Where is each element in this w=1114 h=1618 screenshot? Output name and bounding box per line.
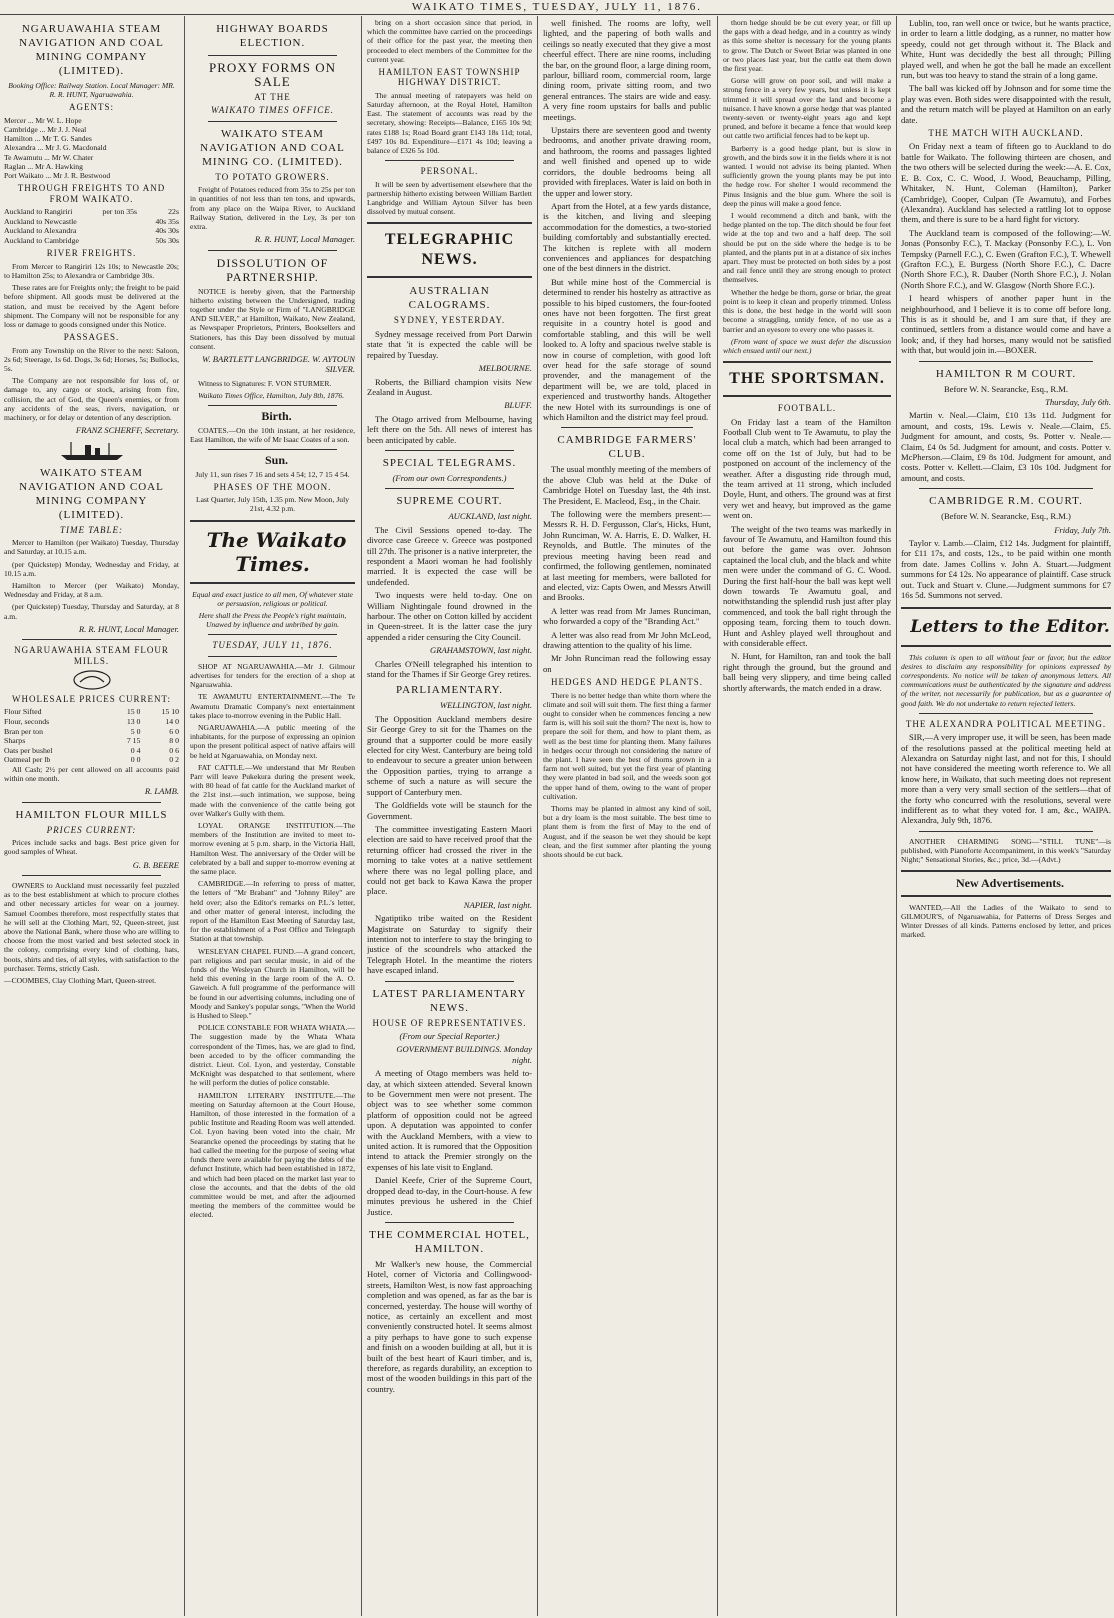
paragraph: Mr John Runciman read the following essay on xyxy=(543,653,711,674)
news-item: LOYAL ORANGE INSTITUTION.—The members of the Institution are invited to meet to-morrow evening at 5 p.m. sharp, in the Victoria Hall, Hamilton West. The anniversary of the Order will be celebrated by a ball and supper to-morrow evening at the same place. xyxy=(190,820,355,876)
list-item: Hamilton ... Mr T. G. Sandes xyxy=(4,134,92,144)
news-item: NGARUAWAHIA.—A public meeting of the inhabitants, for the purpose of expressing an opinion upon the present political aspect of native affairs will be held at Ngaruawahia, on Monday next. xyxy=(190,722,355,760)
signature: FRANZ SCHERFF, Secretary. xyxy=(75,425,179,436)
table-cell: 0 0 xyxy=(130,755,141,765)
column-2 xyxy=(190,18,355,1613)
passages-heading: PASSAGES. xyxy=(63,332,120,343)
paragraph: Charles O'Neill telegraphed his intention to stand for the Thames if Sir George Grey retires. xyxy=(367,658,532,680)
ad-body: Freight of Potatoes reduced from 35s to 25s per ton in quantities of not less than ten tons, and upwards, from any place on the Waipa River, to Auckland Railway Station, delivered in the Ley, 3s per ton extra. xyxy=(190,185,355,232)
paragraph: A meeting of Otago members was held to-day, at which sixteen attended. Several known to be Government men were not present. The object was to see whether some common platform of opposition could not be agreed upon. A deputation was appointed to confer with the Auckland Members, with a view to united action. It is rumored that the Opposition intend to attack the Premier strongly on the expenses of his late visit to England. xyxy=(367,1068,532,1172)
table-cell: 0 6 xyxy=(169,745,179,755)
section-heading: HAMILTON EAST TOWNSHIP HIGHWAY DISTRICT. xyxy=(378,67,521,88)
subheading: Before W. N. Searancke, Esq., R.M. xyxy=(943,383,1069,394)
section-heading: HAMILTON R M COURT. xyxy=(935,367,1077,380)
column-1 xyxy=(4,18,179,1613)
section-heading: HIGHWAY BOARDS ELECTION. xyxy=(216,23,329,49)
ad-subheading: TO POTATO GROWERS. xyxy=(215,171,330,182)
divider xyxy=(385,981,514,982)
mill2-heading: HAMILTON FLOUR MILLS xyxy=(15,808,168,821)
table-cell: Auckland to Alexandra xyxy=(4,226,77,236)
ad-heading: WAIKATO STEAM NAVIGATION AND COAL MINING CO. (LIMITED). xyxy=(200,127,345,168)
paragraph: The Auckland team is composed of the following:—W. Jonas (Ponsonby F.C.), T. Mackay (Ponsonby F.C.), L. Von Tempsky (Parnell F.C.), C. Ewen (Grafton F.C.), T. Whewell (Grafton F.C.), E. Burgess (North Shore F.C.), C. Dacre (North Shore F.C.), R. Dauber (North Shore F.C.), J. Nolan (North Shore F.C.), and W. Glasgow (North Shore F.C.). xyxy=(901,227,1111,290)
dateline: Friday, July 7th. xyxy=(1054,524,1111,535)
table-row xyxy=(4,727,179,737)
divider xyxy=(385,450,514,451)
dateline: Waikato Times Office, Hamilton, July 8th, 1876. xyxy=(198,391,345,401)
agents-heading: AGENTS: xyxy=(69,102,114,113)
tailor-ad: OWNERS to Auckland must necessarily feel puzzled as to the best establishment at which to procure clothes and other necessary articles for wear on a journey. Samuel Coombes therefore, most respectfully states that he will sell at the Clothing Mart, 92, Queen-street, just above the National Bank, where those who are willing to choose from the most varied and best selected stock in the colony, comprising every kind of clothing, hats, boots, shirts and ties, of all styles, with satisfaction to the purchaser. Terms, strictly Cash. xyxy=(4,880,179,973)
paragraph: The Goldfields vote will be staunch for the Government. xyxy=(367,800,532,821)
subheading: (Before W. N. Searancke, Esq., R.M.) xyxy=(941,511,1071,522)
section-heading: SPECIAL TELEGRAMS. xyxy=(382,456,517,469)
section-heading: CAMBRIDGE R.M. COURT. xyxy=(929,495,1083,508)
table-row xyxy=(4,207,179,217)
dateline: BLUFF. xyxy=(504,400,532,411)
agents-list xyxy=(4,116,179,180)
divider xyxy=(22,639,161,640)
divider xyxy=(367,276,532,278)
tailor-sign: —COOMBES, Clay Clothing Mart, Queen-street. xyxy=(4,975,157,985)
divider xyxy=(723,361,891,363)
divider xyxy=(208,656,337,657)
birth-body: COATES.—On the 10th instant, at her residence, East Hamilton, the wife of Mr Isaac Coates of a son. xyxy=(190,425,355,444)
newspaper-title: The Waikato Times. xyxy=(206,527,347,576)
table-cell: 22s xyxy=(168,207,179,217)
paragraph: The weight of the two teams was markedly in favour of Te Awamutu, and Hamilton found this out before the game was over. Johnson captained the local club, and the black and white men were under the command of G. C. Wood. During the first half-hour the ball was kept well down towards Te Awamutu goal, and notwithstanding the splendid rush just after play commenced, and took the ball right through the opposing team, forcing them to touch down. Hunt and Ashley played well throughout and with considerable effect. xyxy=(723,523,891,649)
dateline: Thursday, July 6th. xyxy=(1045,397,1111,407)
paragraph: Roberts, the Billiard champion visits New Zealand in August. xyxy=(367,376,532,397)
paragraph: I heard whispers of another paper hunt in the neighbourhood, and I believe it is to come off before long. This is as it should be, and I am sure that, if they are continued, settlers from a distance would come and have a look; and, if they had horses, many would not be satisfied with that, but would join in.—BOXER. xyxy=(901,293,1111,356)
passages: From any Township on the River to the next: Saloon, 2s 6d; Steerage, 1s 6d. Dogs, 3s 6d; Horses, 5s; Bullocks, 5s. xyxy=(4,345,179,374)
river-note: From Mercer to Rangiriri 12s 10s; to Newcastle 20s; to Hamilton 25s; to Alexandra or Cambridge 30s. xyxy=(4,261,179,281)
divider xyxy=(208,55,337,56)
column-5 xyxy=(723,18,891,1613)
news-item: HAMILTON LITERARY INSTITUTE.—The meeting on Saturday afternoon at the Court House, Hamilton, of those interested in the formation of a public Institute and Reading Room was well attended. Col. Lyon having been voted into the chair, Mr Searancke opened the proceedings by stating that he had called the meeting for the purpose of seeing what funds there were available for paying the debts of the defunct Institute, which had been established in 1872, and which had been placed on the market last year to close the accounts, and that the debts of the old committee would be met, and after the adjourned meeting the members of the committee would be elected. xyxy=(190,1090,355,1220)
paragraph: WANTED,—All the Ladies of the Waikato to send to GILMOUR'S, of Ngaruawahia, for Patterns of Dress Serges and Winter Dresses of all kinds. Patterns enclosed by letter, and prices marked. xyxy=(901,902,1111,940)
issue-date: TUESDAY, JULY 11, 1876. xyxy=(212,640,333,651)
paragraph: Whether the hedge be thorn, gorse or briar, the great point is to keep it clean and properly trimmed. Unless this is done, the best hedge in the world will soon become a straggling, untidy fence, of no use as a barrier and an eyesore to every one who passes it. xyxy=(723,287,891,334)
divider xyxy=(919,488,1093,489)
paragraph: A letter was also read from Mr John McLeod, drawing attention to the quality of his lime. xyxy=(543,629,711,650)
dateline: WELLINGTON, last night. xyxy=(439,700,532,711)
paragraph: Thorns may be planted in almost any kind of soil, but a dry loam is the most suitable. The best time to plant them is from the first of May to the end of August, and if the season be wet they should be kept clean, and the first summer after planting the young shoots should be cut back. xyxy=(543,804,711,860)
motto: Equal and exact justice to all men, Of whatever state or persuasion, religious or political. xyxy=(192,589,353,608)
table-row xyxy=(4,707,179,717)
sun-heading: Sun. xyxy=(264,453,289,468)
section-heading: THE COMMERCIAL HOTEL, HAMILTON. xyxy=(369,1228,530,1255)
paragraph: Lublin, too, ran well once or twice, but he wants practice, in order to learn a little dodging, as a runner, no matter how speedy, could not get through without it. The Black and White, Hunt was decidedly the best all through; Pilling played well, and when he got the ball he made an excellent run, but was too heavy to stand the strain of a long game. xyxy=(901,18,1111,81)
paragraph: Gorse will grow on poor soil, and will make a strong fence in a very few years, but unless it is kept trimmed it will spread over the land and become a nuisance. I have known a gorse hedge that was planted twenty-seven or twenty-eight years ago and kept pruned, and before it became a fence that would keep out cattle two artificial fences had to be kept up. xyxy=(723,76,891,141)
paragraph: The Civil Sessions opened to-day. The divorce case Greece v. Greece was postponed till 27th. The prisoner is a native interpreter, the respondent a Maori woman he had foolishly married. It is expected the case will be undefended. xyxy=(367,524,532,587)
table-cell: Auckland to Rangiriri xyxy=(4,207,73,217)
section-heading: HEDGES AND HEDGE PLANTS. xyxy=(551,677,703,688)
paragraph: Sydney message received from Port Darwin state that 'it is expected the cable will be repaired by Tuesday. xyxy=(367,328,532,360)
motto: Here shall the Press the People's right maintain, Unawed by influence and unbribed by gain. xyxy=(198,610,347,630)
table-cell: Bran per ton xyxy=(4,726,43,736)
terms: These rates are for Freights only; the freight to be paid before shipment. All goods must be delivered at the station, and must be received by the Agent before shipment. The Company will not be responsible for any loss or damage to goods consigned under this Notice. xyxy=(4,283,179,330)
table-cell: 13 0 xyxy=(126,716,141,726)
mill-heading: NGARUAWAHIA STEAM FLOUR MILLS. xyxy=(14,645,169,666)
column-rule xyxy=(717,16,718,1616)
divider xyxy=(919,361,1093,362)
paragraph: There is no better hedge than white thorn where the climate and soil will suit them. The first thing a farmer ought to consider when he commences fencing a new farm is, will his soil suit the thorn? The next is, how to prepare the soil for them, and how to plant them, as well as the best time for planting them. Many failures in hedges occur through not considering the nature of the plant. I have seen the best of thorns grown in a farm not well suited, but yet the first year of planting they were planted in bad soil, and the weeds soon got the upper hand of them, owing to the want of proper cultivation. xyxy=(543,690,711,801)
section-heading: LATEST PARLIAMENTARY NEWS. xyxy=(372,987,527,1014)
table-cell: 8 0 xyxy=(169,736,179,746)
proxy-heading: PROXY FORMS ON SALE xyxy=(209,60,336,89)
table-cell: Sharps xyxy=(4,736,26,746)
paragraph: On Friday last a team of the Hamilton Football Club went to Te Awamutu, to play the local club a match, which had been arranged to come off on the 1st of July, but had to be postponed on account of the inclemency of the weather. After a disgusting ride through mud, the team arrived at 11 strong, which included Doyle, Hunt, and others. The ground was at first very wet and heavy, but improved as the game went on. xyxy=(723,416,891,521)
timetable-line: Mercer to Hamilton (per Waikato) Tuesday, Thursday and Saturday, at 10.15 a.m. xyxy=(4,538,179,557)
paragraph: Barberry is a good hedge plant, but is slow in growth, and the birds sow it in the fields where it is not wanted. I would not advise its being planted. When sufficiently grown the young plants may be put into the hedge row. For shelter I would recommend the Pinus Insignis and the blue gum. Where the soil is deep the pinus will make a good fence. xyxy=(723,143,891,208)
signature: R. R. HUNT, Local Manager. xyxy=(254,234,355,245)
ad-heading: WAIKATO STEAM NAVIGATION AND COAL MINING COMPANY (LIMITED). xyxy=(19,466,164,521)
divider xyxy=(208,250,337,251)
mill2-note: Prices include sacks and bags. Best price given for good samples of Wheat. xyxy=(4,838,179,857)
section-heading: CAMBRIDGE FARMERS' CLUB. xyxy=(557,434,697,461)
divider xyxy=(901,607,1111,609)
letters-heading: Letters to the Editor. xyxy=(910,616,1110,637)
dateline: SYDNEY, YESTERDAY. xyxy=(393,315,506,326)
dateline: NAPIER, last night. xyxy=(463,899,532,910)
paragraph: Ngatiptiko tribe waited on the Resident Magistrate on Saturday to signify their intention not to interfere to stay the bringing to justice of the scoundrels who attacked the Telegraph Hotel. In the meantime the rioters have escaped inland. xyxy=(367,913,532,976)
paragraph: Taylor v. Lamb.—Claim, £12 14s. Judgment for plaintiff, for £11 17s, and costs, 12s., to be paid within one month from date. James Collins v. John A. Stuart.—Judgment summons for £4 12s. No appearance of plaintiff. Case struck out. Tuck and Stuart v. Clune.—Judgment summons for £7 16s 5d. Summons not served. xyxy=(901,538,1111,601)
dateline: GOVERNMENT BUILDINGS. Monday night. xyxy=(396,1044,532,1065)
divider xyxy=(385,488,514,489)
masthead: WAIKATO TIMES, TUESDAY, JULY 11, 1876. xyxy=(0,0,1114,15)
divider xyxy=(22,875,161,876)
paragraph: Two inquests were held to-day. One on William Nightingale found drowned in the harbour. The other on Cotton killed by accident in Queen-street. It is the latter case the jury appended a rider censuring the City Council. xyxy=(367,590,532,642)
paragraph: Apart from the Hotel, at a few yards distance, is the kitchen, and living and sleeping accommodation for the domestics, a two-storied building comfortably and substantially erected. The kitchen is replete with all modern conveniences and appliances for despatching one of the best dinners in the district. xyxy=(543,200,711,274)
ad-heading: NGARUAWAHIA STEAM NAVIGATION AND COAL MINING COMPANY (LIMITED). xyxy=(19,23,164,77)
list-item: Te Awamutu ... Mr W. Chater xyxy=(4,152,94,162)
new-ads-heading: New Advertisements. xyxy=(956,876,1064,891)
table-cell: Oatmeal per lb xyxy=(4,755,51,765)
list-item: Alexandra ... Mr J. G. Macdonald xyxy=(4,143,107,153)
divider xyxy=(901,870,1111,872)
birth-heading: Birth. xyxy=(261,409,292,424)
column-rule xyxy=(896,16,897,1616)
divider xyxy=(208,405,337,406)
divider xyxy=(190,582,355,584)
letters-note: This column is open to all without fear or favor, but the editor desires to disclaim any responsibility for opinions expressed by correspondents. No notice will be taken of anonymous letters. All communications must be authenticated by the signature and address of the writer, not necessarily for publication, but as a guarantee of good faith. We do not undertake to return rejected letters. xyxy=(901,652,1111,708)
paragraph: I would recommend a ditch and bank, with the hedge planted on the top. The ditch should be four feet wide at the top and two and a half deep. The soil should be put on the side where the hedge is to be planted, and the plants put in at a distance of six inches apart. They must be protected on both sides by a post and rail fence until they are strong enough to protect themselves. xyxy=(723,211,891,285)
paragraph: SIR,—A very improper use, it will be seen, has been made of the resolutions passed at the political meeting held at Alexandra on Saturday night last, and not for this, I should not have considered the meeting worth reference to. We all know here, in Waikato, that such meeting does not represent more than a very very small section of the settlers—that of the forty who concurred with the resolutions, several were indifferent as to what they voted for. I am, &c., WAIPA. Alexandra, July 9th, 1876. xyxy=(901,732,1111,826)
table-cell: 40s 35s xyxy=(155,216,179,226)
dissolution-heading: DISSOLUTION OF PARTNERSHIP. xyxy=(216,255,329,284)
table-cell: 7 15 xyxy=(126,736,141,746)
table-row xyxy=(4,226,179,236)
subheading: (From our own Correspondents.) xyxy=(392,472,507,483)
paragraph: Mr Walker's new house, the Commercial Hotel, corner of Victoria and Collingwood-streets, Hamilton West, is now fast approaching completion and was opened, as far as the bar is concerned, yesterday. The house will worthy of notice, as certainly an excellent and most conveniently constructed hotel. It seems almost a pity perhaps to have gone to such expense and finish on a wooden building at all, but it is built of the best heart of Kauri timber, and is, therefore, as regards durability, an exception to most of the wooden buildings in this part of the country. xyxy=(367,1258,532,1394)
paragraph: Martin v. Neal.—Claim, £10 13s 11d. Judgment for amount, and costs, 19s. Lewis v. Neale.—Claim, £5. Judgment for amount, and costs, 9s. Potter v. Neale.—Claim, £4 0s 5d. Judgment for amount, and costs. Potter v. McPherson.—Claim, £9 8s 10d. Judgment for amount, and costs. Potter v. Kellett.—Claim, £3 10s 10d. Judgment for amount, and costs. xyxy=(901,410,1111,483)
dateline: MELBOURNE. xyxy=(478,363,532,374)
mill-prices-table xyxy=(4,707,179,765)
proxy-sub: AT THE xyxy=(254,92,291,102)
table-cell: 0 2 xyxy=(169,755,179,765)
paragraph: Daniel Keefe, Crier of the Supreme Court, dropped dead to-day, in the Court-house. A few minutes previous he ushered in the Chief Justice. xyxy=(367,1175,532,1217)
table-cell: 0 4 xyxy=(130,745,141,755)
column-3 xyxy=(367,18,532,1613)
section-heading: FOOTBALL. xyxy=(777,403,837,414)
news-item: SHOP AT NGARUAWAHIA.—Mr J. Gilmour advertises for tenders for the erection of a shop at Ngaruawahia. xyxy=(190,661,355,690)
sportsman-heading: THE SPORTSMAN. xyxy=(729,370,885,388)
section-heading: PARLIAMENTARY. xyxy=(396,684,503,697)
table-cell xyxy=(102,236,148,246)
divider xyxy=(723,395,891,397)
mill-note: All Cash; 2½ per cent allowed on all accounts paid within one month. xyxy=(4,764,179,784)
section-heading: AUSTRALIAN CALOGRAMS. xyxy=(408,285,491,312)
table-cell: Auckland to Cambridge xyxy=(4,235,79,245)
moon-heading: PHASES OF THE MOON. xyxy=(213,481,332,492)
paragraph: The annual meeting of ratepayers was held on Saturday afternoon, at the Royal Hotel, Hamilton East. The statement of accounts was read by the secretary, showing: Receipts—Balance, £165 10s 9d; rates £188 1s; Road Board grant £143 18s 11d; total, £497 10s 8d. Expenditure—£171 4s 10d; leaving a balance of £326 5s 10d. xyxy=(367,90,532,156)
mill-prices-heading: WHOLESALE PRICES CURRENT: xyxy=(11,693,172,704)
telegraphic-heading: TELEGRAPHIC NEWS. xyxy=(384,231,515,269)
table-row xyxy=(4,236,179,246)
freights-heading: THROUGH FREIGHTS TO AND FROM WAIKATO. xyxy=(17,183,166,204)
column-rule xyxy=(361,16,362,1616)
paragraph: On Friday next a team of fifteen go to Auckland to do battle for Waikato. The following thirteen are chosen, and the two others will be selected during the week:—A. E. Cox, E. B. Cox, C. C. Wood, J. Wood, Beauchamp, Pilling, Whitaker, N. Hunt, Coleman (Hamilton), Parker (Cambridge), Cooper, Culpan (Te Awamutu), and Forbes (Alexandra). Auckland has selected a rattling lot to oppose them, and there is sure to be a hard fight for victory. xyxy=(901,141,1111,225)
table-cell: per ton 35s xyxy=(102,207,138,217)
divider xyxy=(385,160,514,161)
signature: R. LAMB. xyxy=(144,786,179,797)
ad-office: Booking Office: Railway Station. Local Manager: MR. R. R. HUNT, Ngaruawahia. xyxy=(8,81,175,100)
section-heading: THE ALEXANDRA POLITICAL MEETING. xyxy=(905,718,1107,729)
dateline: AUCKLAND, last night. xyxy=(448,511,532,522)
signature: G. B. BEERE xyxy=(132,859,179,870)
liability: The Company are not responsible for loss of, or damage to, any cargo or stock, arising from fire, collision, the act of God, the Queen's enemies, or from any accidents of the seas, rivers, navigation, or machinery, or for delay or detention of any description. xyxy=(4,376,179,423)
sun-body: July 11, sun rises 7 16 and sets 4 54; 12, 7 15 4 54. xyxy=(195,469,350,479)
table-cell xyxy=(102,217,148,227)
divider xyxy=(901,895,1111,897)
proxy-sub2: WAIKATO TIMES OFFICE. xyxy=(210,105,335,116)
paragraph: N. Hunt, for Hamilton, ran and took the ball right through the ground, but the ground and ball being very slippery, and time being called shortly afterwards, the match ended in a draw. xyxy=(723,651,891,693)
trade-mark-icon xyxy=(62,669,122,691)
signature: W. BARTLETT LANGBRIDGE. W. AYTOUN SILVER. xyxy=(202,354,355,375)
divider xyxy=(208,449,337,450)
paragraph: A letter was read from Mr James Runciman, who forwarded a copy of the "Branding Act." xyxy=(543,605,711,627)
paragraph: The committee investigating Eastern Maori election are said to have received proof that the returning officer had crossed the river in the morning to take votes at a native settlement where there was no legal polling place, and could not get back to Kawa Kawa the proper place. xyxy=(367,823,532,897)
table-cell: 15 0 xyxy=(126,707,141,717)
news-item: POLICE CONSTABLE FOR WHATA WHATA.—The suggestion made by the Whata Whata correspondent of the Times, has, we are glad to find, been acceded to by the officer commanding the district. Lieut. Col. Lyon, and yesterday, Constable McKnight was despatched to that settlement, where he will perform the duties of police constable. xyxy=(190,1023,355,1088)
news-item: FAT CATTLE.—We understand that Mr Reuben Parr will leave Pukekura during the present week, with 80 head of fat cattle for the Auckland market of the 21st inst.—such intimation, we suppose, being made with the convenience of the cattle being got over Walker's Gully with them. xyxy=(190,762,355,818)
news-item: WESLEYAN CHAPEL FUND.—A grand concert, part religious and part secular music, in aid of the funds of the Wesleyan Church in Hamilton, will be held this evening in the large room of the A. O. Gaweich. A full programme of the performance will be found in our advertising columns, including one of Moody and Sankey's popular songs, "When the World is Hushed to Sleep." xyxy=(190,946,355,1021)
table-cell: Flour, seconds xyxy=(4,716,50,726)
table-cell: Oats per bushel xyxy=(4,745,53,755)
column-6 xyxy=(901,18,1111,1613)
dateline: GRAHAMSTOWN, last night. xyxy=(429,645,532,656)
table-row xyxy=(4,217,179,227)
paragraph: well finished. The rooms are lofty, well lighted, and the papering of both walls and ceilings so neatly executed that they give a most cheerful effect. There are nine rooms, including the bar, on the ground floor, a large dining room, parlour, billiard room, commercial room, large dining room, private sitting room, and two general entrances. The stairs are wide and easy. A very fine room upstairs for balls and public meetings. xyxy=(543,18,711,122)
timetable-line: (per Quickstep) Tuesday, Thursday and Saturday, at 8 a.m. xyxy=(4,602,179,621)
paragraph: It will be seen by advertisement elsewhere that the partnership hitherto existing between William Bartlett Langbridge and William Aytoun Silver has been dissolved by mutual consent. xyxy=(367,179,532,217)
table-cell: 50s 30s xyxy=(155,235,179,245)
table-row xyxy=(4,755,179,765)
divider xyxy=(901,645,1111,647)
timetable-line: (per Quickstep) Monday, Wednesday and Friday, at 10.15 a.m. xyxy=(4,559,179,578)
paragraph: The Otago arrived from Melbourne, having left there on the 5th. All news of interest has been anticipated by cable. xyxy=(367,413,532,445)
column-4 xyxy=(543,18,711,1613)
divider xyxy=(208,121,337,122)
divider xyxy=(919,713,1093,714)
paragraph: Upstairs there are seventeen good and twenty bedrooms, and another private drawing room, and bathroom, the rooms and passages lighted and well finished and opened up to wide corridors, the double bedrooms being all provided with fireplaces. Water is laid on both in the upper and lower story. xyxy=(543,125,711,198)
signature: R. R. HUNT, Local Manager. xyxy=(78,623,179,634)
table-cell: 15 10 xyxy=(161,707,179,717)
moon-body: Last Quarter, July 15th, 1.35 pm. New Moon, July 21st, 4.32 p.m. xyxy=(195,495,350,514)
table-cell: Flour Sifted xyxy=(4,707,42,717)
section-heading: PERSONAL. xyxy=(420,166,479,177)
steamship-icon xyxy=(57,440,127,462)
paragraph: The usual monthly meeting of the members of the above Club was held at the Duke of Cambridge Hotel on Tuesday last, the 4th inst. The President, E. Macleod, Esq., in the Chair. xyxy=(543,464,711,506)
paragraph: But while mine host of the Commercial is determined to render his hostelry as attractive as possible to his biped customers, the four-footed ones have not been forgotten. The first great requisite in a country hotel is good and comfortable stabling, and this will be well looked to. A lofty and spacious twelve stable is now in course of completion, with good loft over head for the safe storage of sound provender, and the management of the department will be, we are told, placed in experienced and trustworthy hands. Altogether the new Hotel with its surroundings is one of which Hamilton and the district may feel proud. xyxy=(543,276,711,423)
paragraph: bring on a short occasion since that period, in which the committee have carried on the proceedings of their office for the past year, the meeting then proceeded to elect members of the Committee for the current year. xyxy=(367,18,532,64)
timetable-line: Hamilton to Mercer (per Waikato) Monday, Wednesday and Friday, at 8 a.m. xyxy=(4,580,179,600)
paragraph: (From want of space we must defer the discussion which ensued until our next.) xyxy=(723,336,891,355)
freights-table xyxy=(4,207,179,245)
dissolution-body: NOTICE is hereby given, that the Partnership hitherto existing between the Undersigned, trading together under the Style or Firm of "LANGBRIDGE AND SILVER," at Hamilton, Waikato, New Zealand, as Newspaper Proprietors, Printers, Booksellers and Stationers, has this Day been dissolved by mutual consent. xyxy=(190,286,355,351)
list-item: Mercer ... Mr W. L. Hope xyxy=(4,115,82,125)
table-row xyxy=(4,717,179,727)
table-cell: 14 0 xyxy=(165,716,179,726)
paragraph: The ball was kicked off by Johnson and for some time the play was even. Both sides were disappointed with the result, and the return match will be played at Hamilton on an early date. xyxy=(901,83,1111,125)
column-rule xyxy=(184,16,185,1616)
divider xyxy=(208,634,337,635)
table-cell: 5 0 xyxy=(130,726,141,736)
table-row xyxy=(4,736,179,746)
section-heading: SUPREME COURT. xyxy=(396,495,503,508)
paragraph: ANOTHER CHARMING SONG—"STILL TUNE"—is published, with Pianoforte Accompaniment, in this week's "Saturday Night;" Sensational Stories, &c.; price, 3d.—(Advt.) xyxy=(901,836,1111,865)
table-cell xyxy=(102,226,148,236)
table-cell: 40s 30s xyxy=(155,226,179,236)
divider xyxy=(919,831,1093,832)
subheading: HOUSE OF REPRESENTATIVES. xyxy=(372,1017,527,1028)
witness: Witness to Signatures: F. VON STURMER. xyxy=(198,378,332,388)
list-item: Cambridge ... Mr J. J. Neal xyxy=(4,125,87,135)
news-item: CAMBRIDGE.—In referring to press of matter, the letters of "Mr Brabant" and "Johnny Riley" are held over; also the Editor's remarks on P.L.'s letter, and other matter of general interest, including the report of the Hamilton East Meeting of Saturday last, for the establishment of a Post Office and Telegraph Station at that township. xyxy=(190,879,355,944)
river-heading: RIVER FREIGHTS. xyxy=(46,248,137,259)
divider xyxy=(385,1222,514,1223)
paragraph: The Opposition Auckland members desire Sir George Grey to sit for the Thames on the ground that a supporter could be more easily elected for city West. Canterbury are being told to endeavour to secure a greater union between the Opposition parties, trying to arrange a scheme of such a nature as will secure the support of Canterbury men. xyxy=(367,713,532,797)
divider xyxy=(367,222,532,224)
news-item: TE AWAMUTU ENTERTAINMENT.—The Te Awamutu Dramatic Company's next entertainment takes place to-morrow evening in the Public Hall. xyxy=(190,692,355,720)
table-cell: 6 0 xyxy=(169,726,179,736)
table-cell: Auckland to Newcastle xyxy=(4,216,77,226)
local-items xyxy=(190,662,355,1220)
paragraph: thorn hedge should be be cut every year, or fill up the gaps with a dead hedge, and in a country as windy as this some shelter is necessary for the young plants to grow. The Dutch or Sweet Briar was planted in one or two places last year, but the cattle eat them down the first year. xyxy=(723,18,891,74)
divider xyxy=(190,520,355,522)
mill2-subheading: PRICES CURRENT: xyxy=(46,824,137,835)
divider xyxy=(561,427,693,428)
column-rule xyxy=(537,16,538,1616)
list-item: Raglan ... Mr A. Hawking xyxy=(4,161,83,171)
section-heading: THE MATCH WITH AUCKLAND. xyxy=(928,128,1084,139)
timetable-heading: TIME TABLE: xyxy=(59,524,124,535)
list-item: Port Waikato ... Mr J. R. Bestwood xyxy=(4,171,111,181)
subheading: (From our Special Reporter.) xyxy=(399,1031,500,1041)
paragraph: The following were the members present:—Messrs R. H. D. Fergusson, Clar's, Hicks, Hunt, John Runciman, W. A. Harris, E. D. Walker, H. Reynolds, and Buttle. The minutes of the previous meeting having been read and confirmed, the following gentlemen, nominated at last meeting for members, were balloted for and elected, viz: Capts Owen, and Messrs Atwill and Brooks. xyxy=(543,509,711,603)
divider xyxy=(22,802,161,803)
table-row xyxy=(4,746,179,756)
